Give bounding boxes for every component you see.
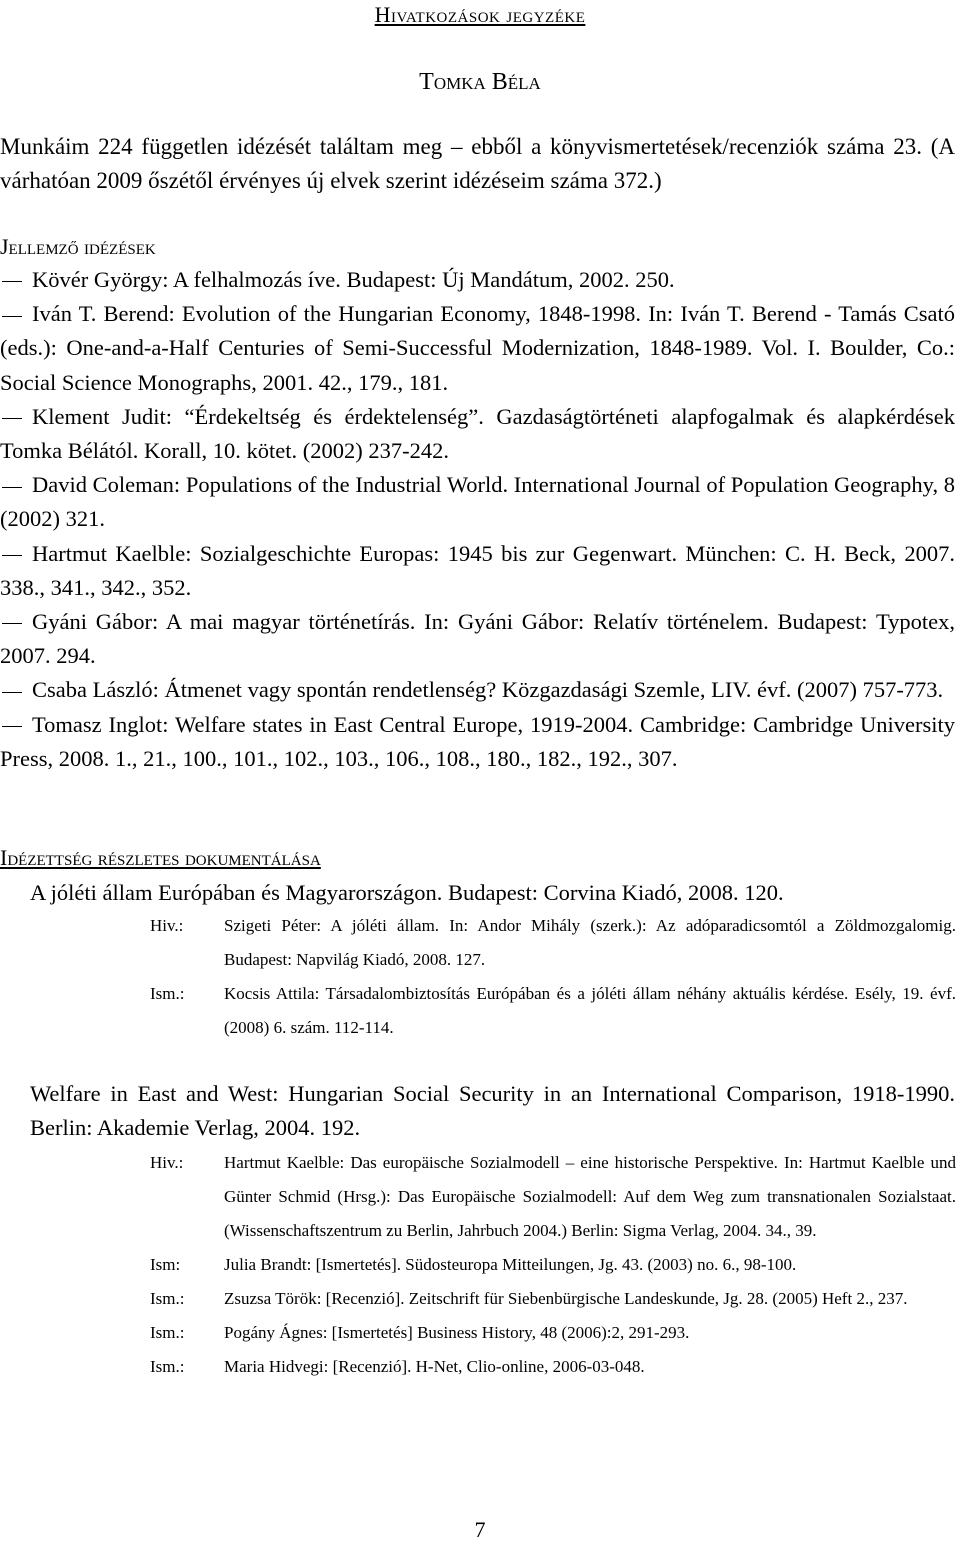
typical-citations-list xyxy=(0,263,955,776)
citation-text: Kocsis Attila: Társadalombiztosítás Európában és a jóléti állam néhány aktuális kérdése. Esély, 19. évf. (2008) 6. szám. 112-114. xyxy=(224,984,956,1037)
page-title: Hivatkozások jegyzéke xyxy=(374,2,586,27)
citation-label: Hiv.: xyxy=(150,1153,184,1172)
citation-entry xyxy=(150,1350,956,1384)
citation-entry xyxy=(150,977,956,1045)
dash-icon xyxy=(2,623,22,624)
typical-citations-heading: Jellemző idézések xyxy=(0,234,156,259)
citation-entry xyxy=(150,1316,956,1350)
reference-item: Kövér György: A felhalmozás íve. Budapest: Új Mandátum, 2002. 250. xyxy=(0,263,955,297)
book-title: A jóléti állam Európában és Magyarországon. Budapest: Corvina Kiadó, 2008. 120. xyxy=(30,880,784,905)
citation-label: Ism.: xyxy=(150,984,185,1003)
citation-label: Ism.: xyxy=(150,1289,185,1308)
dash-icon xyxy=(2,692,22,693)
citation-entry xyxy=(150,1146,956,1248)
citation-label: Ism.: xyxy=(150,1323,185,1342)
reference-item: Gyáni Gábor: A mai magyar történetírás. In: Gyáni Gábor: Relatív történelem. Budapest: Typotex, 2007. 294. xyxy=(0,609,955,669)
dash-icon xyxy=(2,555,22,556)
citation-text: Zsuzsa Török: [Recenzió]. Zeitschrift für Siebenbürgische Landeskunde, Jg. 28. (2005) Heft 2., 237. xyxy=(224,1289,908,1308)
dash-icon xyxy=(2,726,22,727)
citation-entry xyxy=(150,909,956,977)
dash-icon xyxy=(2,418,22,419)
citation-text: Julia Brandt: [Ismertetés]. Südosteuropa Mitteilungen, Jg. 43. (2003) no. 6., 98-100. xyxy=(224,1255,797,1274)
citation-text: Pogány Ágnes: [Ismertetés] Business History, 48 (2006):2, 291-293. xyxy=(224,1323,690,1342)
citation-list xyxy=(150,909,956,1045)
reference-item: Csaba László: Átmenet vagy spontán rendetlenség? Közgazdasági Szemle, LIV. évf. (2007) 757-773. xyxy=(0,673,955,707)
citation-text: Maria Hidvegi: [Recenzió]. H-Net, Clio-online, 2006-03-048. xyxy=(224,1357,645,1376)
intro-paragraph: Munkáim 224 független idézését találtam meg – ebből a könyvismertetések/recenziók száma 23. (A várhatóan 2009 őszétől érvényes új elvek szerint idézéseim száma 372.) xyxy=(0,134,955,193)
citation-entry xyxy=(150,1248,956,1282)
citation-text: Szigeti Péter: A jóléti állam. In: Andor Mihály (szerk.): Az adóparadicsomtól a Zöldmozgalomig. Budapest: Napvilág Kiadó, 2008. 127. xyxy=(224,916,956,969)
reference-item: Iván T. Berend: Evolution of the Hungarian Economy, 1848-1998. In: Iván T. Berend - Tamás Csató (eds.): One-and-a-Half Centuries of Semi-Successful Modernization, 1848-1989. Vol. I. Boulder, Co.: Social Science Monographs, 2001. 42., 179., 181. xyxy=(0,301,955,395)
citation-label: Hiv.: xyxy=(150,916,184,935)
citation-label: Ism.: xyxy=(150,1357,185,1376)
dash-icon xyxy=(2,281,22,282)
book-title: Welfare in East and West: Hungarian Social Security in an International Comparison, 1918-1990. Berlin: Akademie Verlag, 2004. 192. xyxy=(30,1081,955,1140)
reference-item: Hartmut Kaelble: Sozialgeschichte Europas: 1945 bis zur Gegenwart. München: C. H. Beck, 2007. 338., 341., 342., 352. xyxy=(0,540,955,600)
dash-icon xyxy=(2,316,22,317)
reference-item: Tomasz Inglot: Welfare states in East Central Europe, 1919-2004. Cambridge: Cambridge University Press, 2008. 1., 21., 100., 101., 102., 103., 106., 108., 180., 182., 192., 307. xyxy=(0,711,955,771)
author-name: Tomka Béla xyxy=(419,69,541,95)
reference-item: David Coleman: Populations of the Industrial World. International Journal of Population Geography, 8 (2002) 321. xyxy=(0,472,955,532)
detailed-documentation-heading: Idézettség részletes dokumentálása xyxy=(0,845,321,870)
citation-text: Hartmut Kaelble: Das europäische Sozialmodell – eine historische Perspektive. In: Hartmut Kaelble und Günter Schmid (Hrsg.): Das Europäische Sozialmodell: Auf dem Weg zum transnationalen Sozialstaat. (Wissenschaftszentrum zu Berlin, Jahrbuch 2004.) Berlin: Sigma Verlag, 2004. 34., 39. xyxy=(224,1153,956,1240)
page-number: 7 xyxy=(474,1517,486,1542)
dash-icon xyxy=(2,487,22,488)
citation-list xyxy=(150,1146,956,1384)
citation-label: Ism: xyxy=(150,1255,181,1274)
citation-entry xyxy=(150,1282,956,1316)
reference-item: Klement Judit: “Érdekeltség és érdektelenség”. Gazdaságtörténeti alapfogalmak és alapkérdések Tomka Bélától. Korall, 10. kötet. (2002) 237-242. xyxy=(0,403,955,464)
